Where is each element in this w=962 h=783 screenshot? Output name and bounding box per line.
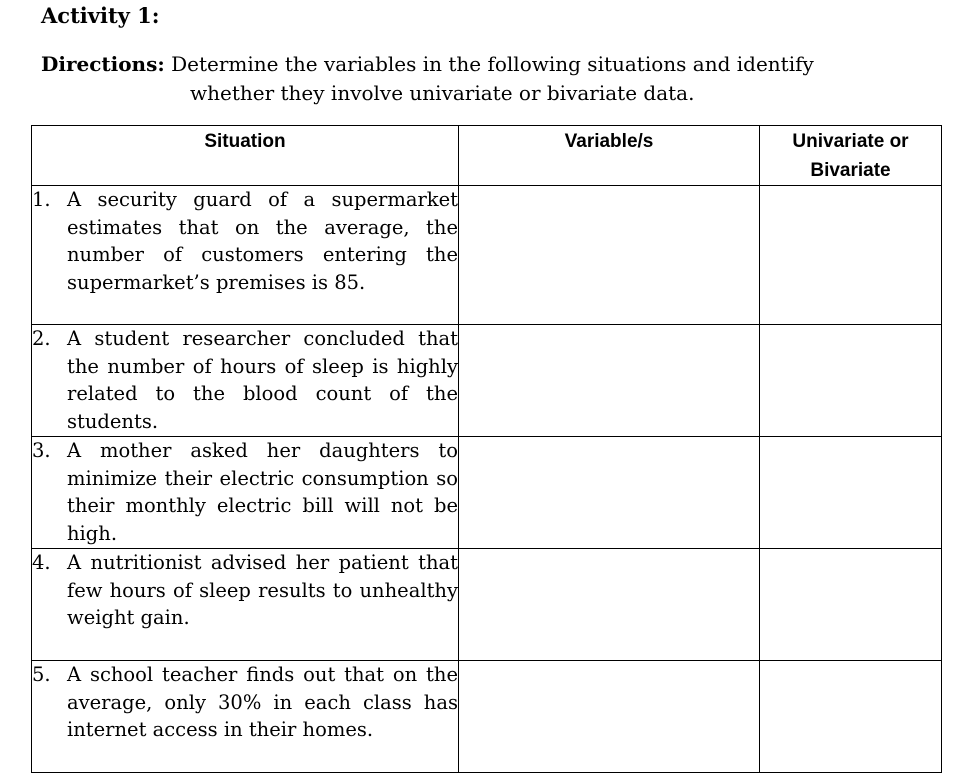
variables-answer-cell[interactable] (459, 325, 760, 437)
situation-cell (32, 325, 459, 437)
variables-answer-cell[interactable] (459, 549, 760, 661)
activity-title: Activity 1: (41, 3, 160, 28)
type-answer-cell[interactable] (760, 549, 942, 661)
situation-text: A student researcher concluded that the number of hours of sleep is highly related to the blood count of the students. (67, 327, 458, 433)
table-row (32, 661, 942, 773)
situation-number: 4. (32, 551, 51, 574)
table-header-row (32, 126, 942, 186)
situation-number: 1. (32, 188, 51, 211)
situation-text: A school teacher finds out that on the average, only 30% in each class has internet access in their homes. (67, 663, 458, 742)
header-variables-label: Variable/s (564, 131, 654, 152)
type-answer-cell[interactable] (760, 661, 942, 773)
table-row (32, 437, 942, 549)
table-row (32, 186, 942, 325)
situation-number: 2. (32, 327, 51, 350)
directions (41, 50, 941, 108)
directions-text-line-1: Determine the variables in the following situations and identify (164, 52, 814, 76)
variables-answer-cell[interactable] (459, 437, 760, 549)
table-row (32, 325, 942, 437)
type-answer-cell[interactable] (760, 325, 942, 437)
situation-text: A nutritionist advised her patient that few hours of sleep results to unhealthy weight gain. (67, 551, 458, 630)
type-answer-cell[interactable] (760, 437, 942, 549)
variables-answer-cell[interactable] (459, 661, 760, 773)
header-variables (459, 126, 760, 186)
type-answer-cell[interactable] (760, 186, 942, 325)
header-type-line-1: Univariate or (792, 131, 909, 152)
situation-cell (32, 661, 459, 773)
situation-cell (32, 437, 459, 549)
activity-table (31, 125, 942, 773)
header-type-line-2: Bivariate (810, 160, 891, 181)
header-type (760, 126, 942, 186)
situation-number: 5. (32, 663, 51, 686)
situation-number: 3. (32, 439, 51, 462)
situation-cell (32, 549, 459, 661)
situation-text: A security guard of a supermarket estimates that on the average, the number of customers entering the supermarket’s premises is 85. (67, 188, 458, 294)
header-situation (32, 126, 459, 186)
directions-line-1 (41, 50, 941, 79)
variables-answer-cell[interactable] (459, 186, 760, 325)
directions-text-line-2: whether they involve univariate or bivariate data. (190, 81, 695, 105)
header-situation-label: Situation (204, 131, 286, 152)
table-row (32, 549, 942, 661)
situation-text: A mother asked her daughters to minimize their electric consumption so their monthly electric bill will not be high. (67, 439, 458, 545)
directions-label: Directions: (41, 52, 165, 76)
situation-cell (32, 186, 459, 325)
